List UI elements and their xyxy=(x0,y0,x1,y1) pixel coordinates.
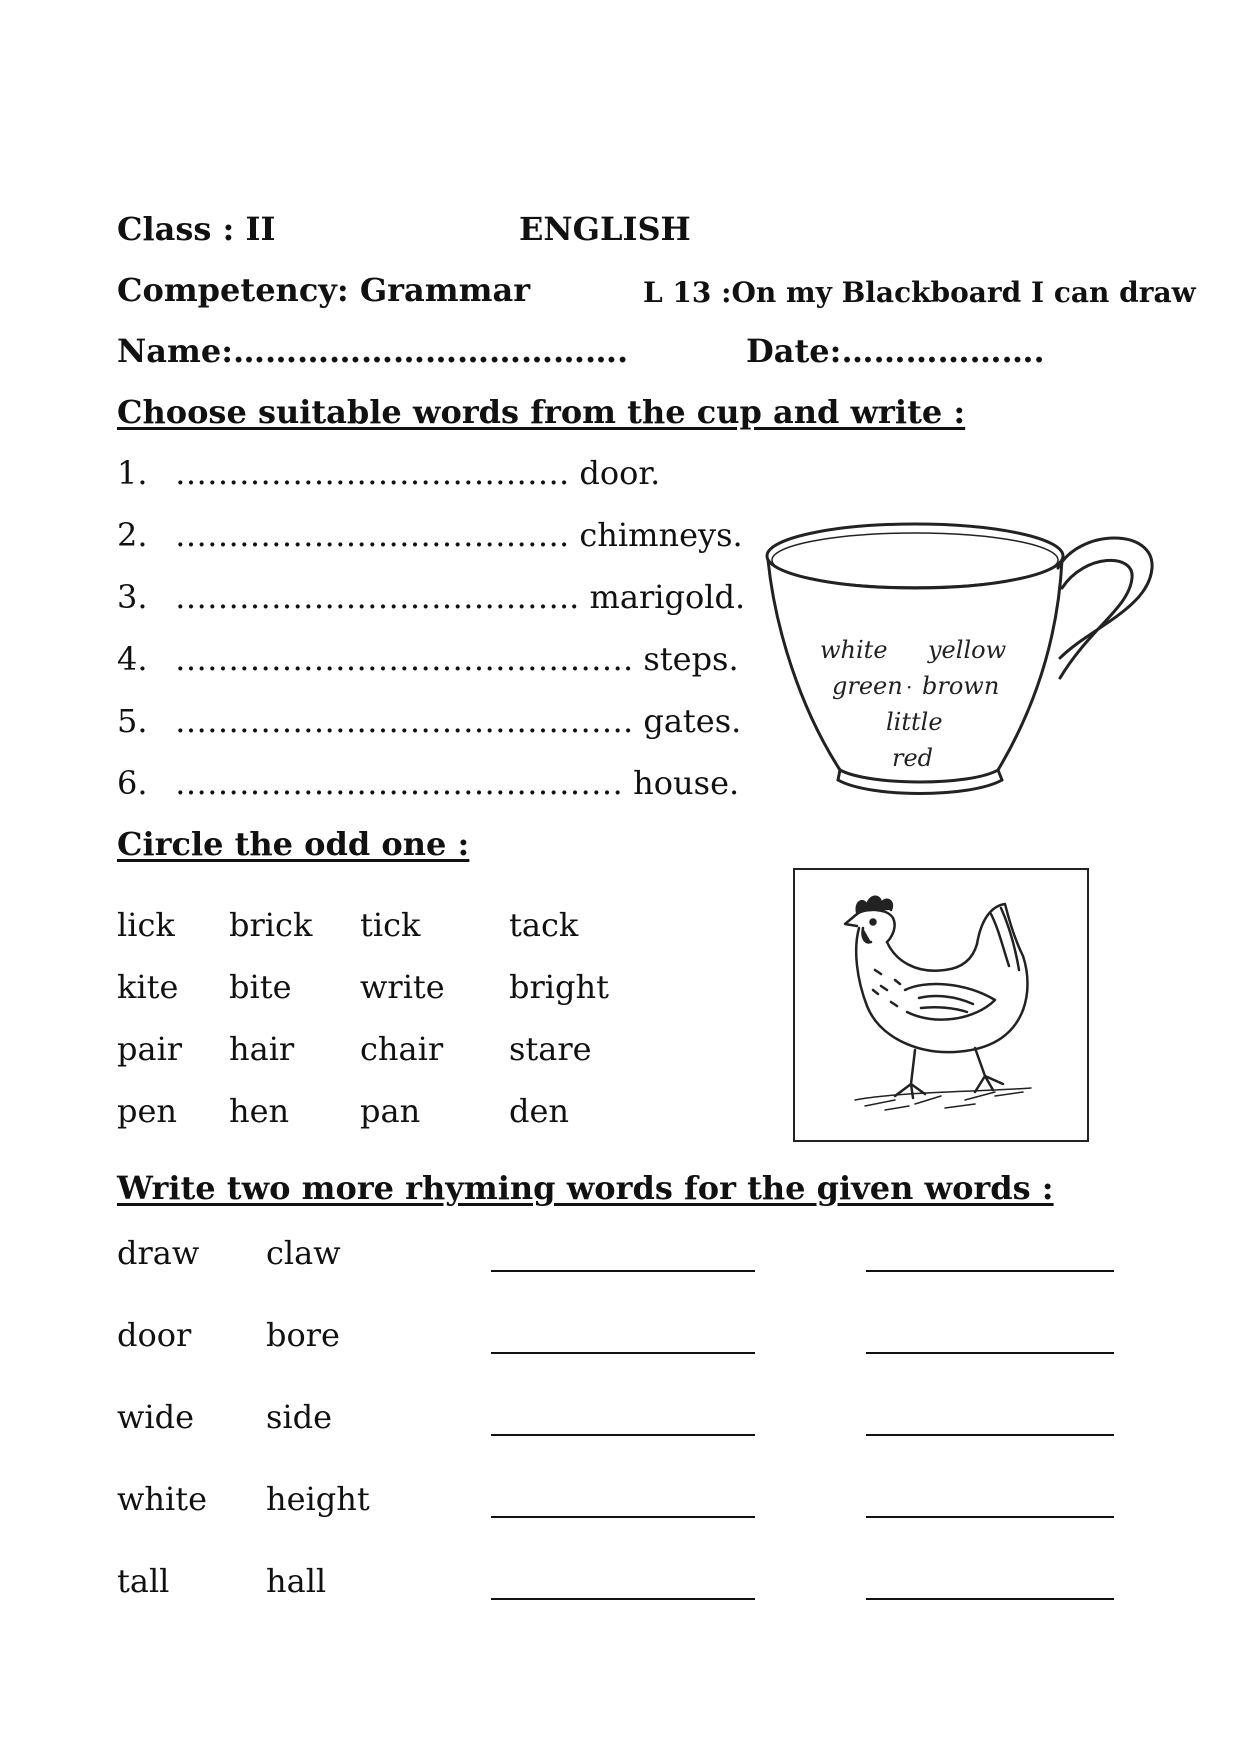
cup-word: white xyxy=(820,636,888,664)
name-field[interactable]: Name:………………………………. xyxy=(117,332,629,370)
date-field[interactable]: Date:………………. xyxy=(746,332,1045,370)
odd-word[interactable]: den xyxy=(509,1092,570,1130)
rhyme-word: bore xyxy=(266,1316,340,1354)
odd-word[interactable]: hair xyxy=(229,1030,295,1068)
odd-word[interactable]: write xyxy=(360,968,445,1006)
cup-word: green xyxy=(832,672,903,700)
answer-line[interactable] xyxy=(491,1270,755,1272)
section2-title: Circle the odd one : xyxy=(117,825,470,863)
odd-word[interactable]: pen xyxy=(117,1092,178,1130)
odd-word[interactable]: bright xyxy=(509,968,609,1006)
cup-word: brown xyxy=(922,672,1000,700)
cup-illustration xyxy=(760,508,1160,808)
rhyme-word: draw xyxy=(117,1234,200,1272)
cup-word: little xyxy=(886,708,943,736)
hen-illustration xyxy=(795,870,1087,1140)
answer-line[interactable] xyxy=(491,1434,755,1436)
class-label: Class : II xyxy=(117,210,276,248)
odd-word[interactable]: brick xyxy=(229,906,313,944)
fill-blank-item[interactable]: ………………………………. door. xyxy=(175,454,661,492)
odd-word[interactable]: tick xyxy=(360,906,421,944)
rhyme-word: claw xyxy=(266,1234,341,1272)
item-number: 4. xyxy=(117,640,148,678)
cup-word: yellow xyxy=(928,636,1007,664)
hen-picture-frame xyxy=(793,868,1089,1142)
odd-word[interactable]: stare xyxy=(509,1030,592,1068)
item-number: 6. xyxy=(117,764,148,802)
answer-line[interactable] xyxy=(866,1598,1114,1600)
competency-label: Competency: Grammar xyxy=(117,271,531,309)
rhyme-word: height xyxy=(266,1480,370,1518)
odd-word[interactable]: pair xyxy=(117,1030,183,1068)
cup-word: red xyxy=(892,744,934,772)
rhyme-word: side xyxy=(266,1398,333,1436)
fill-blank-item[interactable]: ………………………………. chimneys. xyxy=(175,516,743,554)
odd-word[interactable]: chair xyxy=(360,1030,444,1068)
rhyme-word: white xyxy=(117,1480,208,1518)
odd-word[interactable]: pan xyxy=(360,1092,421,1130)
odd-word[interactable]: lick xyxy=(117,906,175,944)
section3-title: Write two more rhyming words for the given words : xyxy=(117,1169,1054,1207)
item-number: 5. xyxy=(117,702,148,740)
odd-word[interactable]: hen xyxy=(229,1092,290,1130)
rhyme-word: tall xyxy=(117,1562,170,1600)
answer-line[interactable] xyxy=(866,1516,1114,1518)
odd-word[interactable]: tack xyxy=(509,906,579,944)
answer-line[interactable] xyxy=(866,1270,1114,1272)
odd-word[interactable]: kite xyxy=(117,968,179,1006)
fill-blank-item[interactable]: ……………………………….. marigold. xyxy=(175,578,746,616)
rhyme-word: hall xyxy=(266,1562,327,1600)
answer-line[interactable] xyxy=(866,1434,1114,1436)
svg-text:·: · xyxy=(906,675,913,699)
item-number: 3. xyxy=(117,578,148,616)
item-number: 2. xyxy=(117,516,148,554)
fill-blank-item[interactable]: …………………………………… house. xyxy=(175,764,740,802)
rhyme-word: wide xyxy=(117,1398,195,1436)
answer-line[interactable] xyxy=(491,1352,755,1354)
rhyme-word: door xyxy=(117,1316,192,1354)
odd-word[interactable]: bite xyxy=(229,968,292,1006)
answer-line[interactable] xyxy=(866,1352,1114,1354)
item-number: 1. xyxy=(117,454,148,492)
lesson-title: L 13 :On my Blackboard I can draw xyxy=(643,276,1196,309)
subject-title: ENGLISH xyxy=(519,210,691,248)
answer-line[interactable] xyxy=(491,1598,755,1600)
section1-title: Choose suitable words from the cup and write : xyxy=(117,393,966,431)
answer-line[interactable] xyxy=(491,1516,755,1518)
fill-blank-item[interactable]: ……………………………………. gates. xyxy=(175,702,742,740)
fill-blank-item[interactable]: ……………………………………. steps. xyxy=(175,640,739,678)
